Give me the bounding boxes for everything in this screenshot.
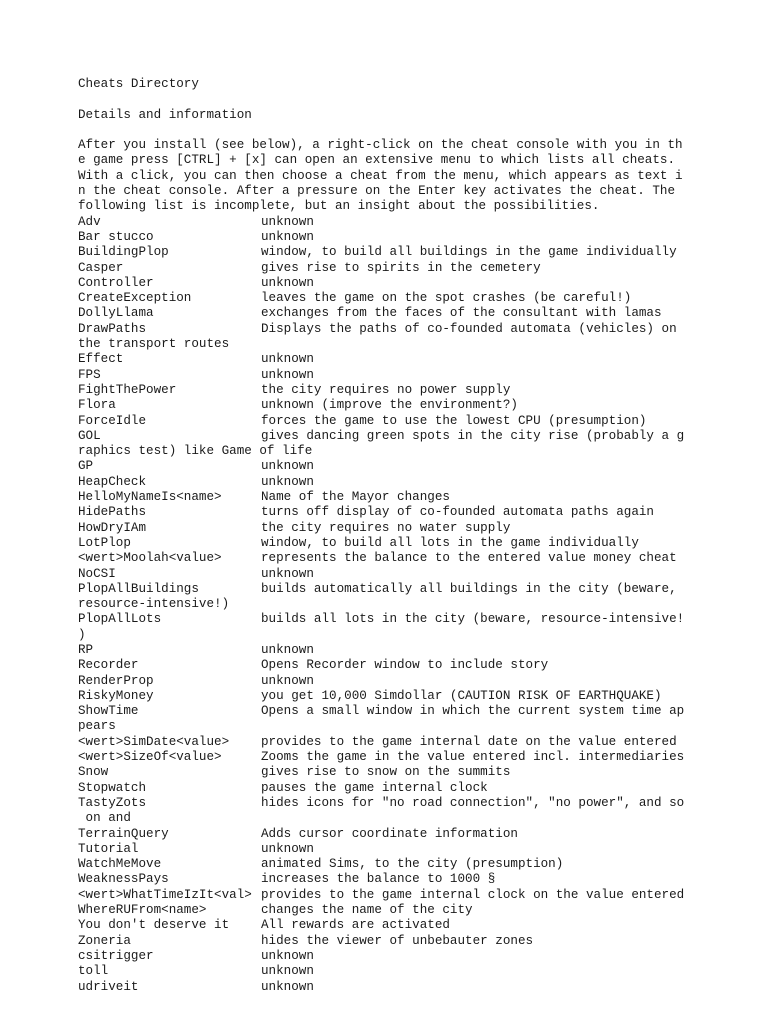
cheat-description: unknown [261,459,314,474]
cheat-description: provides to the game internal clock on the value entered [261,887,685,902]
cheat-row [78,459,698,474]
cheat-description: gives dancing green spots in the city rise (probably a g [261,428,685,443]
cheat-name: <wert>WhatTimeIzIt<val> [78,887,252,902]
cheat-row [78,934,698,949]
cheat-description: unknown [261,979,314,994]
cheat-row [78,521,698,536]
cheat-row [78,567,698,582]
cheat-row [78,291,698,306]
intro-paragraph [78,138,698,214]
cheat-name: FPS [78,367,101,382]
cheat-row [78,827,698,842]
cheat-name: TerrainQuery [78,826,169,841]
cheat-description-continuation: on and [78,811,131,826]
cheat-name: GOL [78,428,101,443]
cheat-description: turns off display of co-founded automata paths again [261,505,654,520]
cheat-description: exchanges from the faces of the consultant with lamas [261,306,662,321]
cheat-row [78,352,698,367]
document-subtitle: Details and information [78,107,252,122]
cheat-description: unknown [261,367,314,382]
cheat-name: <wert>SizeOf<value> [78,750,222,765]
cheat-row [78,918,698,933]
cheat-description: Opens a small window in which the current system time ap [261,704,685,719]
cheat-description: animated Sims, to the city (presumption) [261,857,564,872]
cheat-name: CreateException [78,291,192,306]
cheat-row [78,612,698,627]
cheat-name: Zoneria [78,933,131,948]
cheat-name: Stopwatch [78,780,147,795]
cheat-description: builds automatically all buildings in the city (beware, [261,581,677,596]
cheat-description-continuation: pears [78,719,116,734]
cheat-description-continuation: the transport routes [78,337,230,352]
cheat-name: LotPlop [78,535,131,550]
cheat-name: Casper [78,260,124,275]
cheat-row [78,505,698,520]
cheat-name: udriveit [78,979,139,994]
cheat-row [78,368,698,383]
cheat-row [78,261,698,276]
cheat-description: the city requires no water supply [261,520,511,535]
intro-line: following list is incomplete, but an insight about the possibilities. [78,199,600,214]
cheat-row [78,949,698,964]
cheat-name: RiskyMoney [78,688,154,703]
cheat-name: HidePaths [78,505,147,520]
cheat-description: changes the name of the city [261,903,473,918]
cheat-name: You don't deserve it [78,918,230,933]
cheat-description: unknown [261,566,314,581]
cheat-description: increases the balance to 1000 § [261,872,496,887]
cheat-row [78,322,698,337]
cheat-row [78,735,698,750]
cheat-row [78,781,698,796]
cheat-name: ForceIdle [78,413,147,428]
document-title: Cheats Directory [78,77,199,91]
cheat-row [78,215,698,230]
cheat-row [78,796,698,811]
cheat-name: Flora [78,398,116,413]
cheat-row [78,429,698,444]
cheat-row [78,536,698,551]
cheat-name: BuildingPlop [78,245,169,260]
cheat-row [78,398,698,413]
cheat-description: unknown [261,214,314,229]
intro-line: With a click, you can then choose a cheat from the menu, which appears as text i [78,168,683,183]
cheat-row [78,582,698,597]
cheat-name: WatchMeMove [78,857,162,872]
cheat-description-continuation: raphics test) like Game of life [78,444,313,459]
cheat-description: unknown (improve the environment?) [261,398,518,413]
cheat-name: PlopAllBuildings [78,581,199,596]
cheat-name: WhereRUFrom<name> [78,903,207,918]
cheat-name: RenderProp [78,673,154,688]
cheat-list [78,215,698,995]
cheat-description: Zooms the game in the value entered incl. intermediaries [261,750,685,765]
cheat-description: window, to build all lots in the game individually [261,535,639,550]
blank-line [78,123,698,138]
cheat-row [78,551,698,566]
blank-line [78,92,698,107]
cheat-description: builds all lots in the city (beware, resource-intensive! [261,612,685,627]
cheat-description: unknown [261,352,314,367]
cheat-row [78,658,698,673]
cheat-name: GP [78,459,94,474]
cheat-name: toll [78,964,109,979]
cheat-description-continuation: ) [78,627,86,642]
cheat-name: <wert>Moolah<value> [78,551,222,566]
cheat-row [78,643,698,658]
cheat-row [78,888,698,903]
cheat-description: unknown [261,275,314,290]
cheat-name: <wert>SimDate<value> [78,734,230,749]
cheat-description: All rewards are activated [261,918,450,933]
cheat-row [78,276,698,291]
cheat-description: the city requires no power supply [261,382,511,397]
cheat-name: ShowTime [78,704,139,719]
cheat-row [78,765,698,780]
cheat-name: TastyZots [78,795,147,810]
intro-line: e game press [CTRL] + [x] can open an extensive menu to which lists all cheats. [78,153,676,168]
cheat-description: unknown [261,841,314,856]
cheat-description: unknown [261,642,314,657]
cheat-description-continuation: resource-intensive!) [78,597,230,612]
cheat-name: Controller [78,275,154,290]
cheat-description: Opens Recorder window to include story [261,658,549,673]
cheat-name: RP [78,642,94,657]
cheat-name: WeaknessPays [78,872,169,887]
cheat-row [78,490,698,505]
document-page [78,77,698,995]
cheat-description: pauses the game internal clock [261,780,488,795]
cheat-name: Snow [78,765,109,780]
cheat-description: Adds cursor coordinate information [261,826,518,841]
cheat-row [78,475,698,490]
cheat-description: Name of the Mayor changes [261,490,450,505]
cheat-description: unknown [261,673,314,688]
cheat-name: FightThePower [78,382,177,397]
cheat-row [78,230,698,245]
cheat-row [78,903,698,918]
cheat-description: gives rise to spirits in the cemetery [261,260,541,275]
cheat-name: Adv [78,214,101,229]
cheat-name: Recorder [78,658,139,673]
cheat-description: gives rise to snow on the summits [261,765,511,780]
cheat-name: HowDryIAm [78,520,147,535]
cheat-description: Displays the paths of co-founded automata (vehicles) on [261,321,677,336]
intro-line: n the cheat console. After a pressure on the Enter key activates the cheat. The [78,184,676,199]
cheat-description: forces the game to use the lowest CPU (presumption) [261,413,647,428]
cheat-description: unknown [261,964,314,979]
cheat-name: HelloMyNameIs<name> [78,490,222,505]
cheat-name: Tutorial [78,841,139,856]
cheat-description: you get 10,000 Simdollar (CAUTION RISK OF EARTHQUAKE) [261,688,662,703]
cheat-row [78,414,698,429]
cheat-row [78,980,698,995]
cheat-description: unknown [261,474,314,489]
cheat-name: DrawPaths [78,321,147,336]
cheat-name: NoCSI [78,566,116,581]
cheat-description: unknown [261,948,314,963]
cheat-description: represents the balance to the entered value money cheat [261,551,677,566]
cheat-row [78,674,698,689]
cheat-name: HeapCheck [78,474,147,489]
cheat-name: DollyLlama [78,306,154,321]
cheat-description: window, to build all buildings in the game individually [261,245,677,260]
cheat-row [78,383,698,398]
cheat-name: csitrigger [78,948,154,963]
cheat-name: PlopAllLots [78,612,162,627]
cheat-description: hides icons for "no road connection", "no power", and so [261,795,685,810]
cheat-row [78,704,698,719]
cheat-description: hides the viewer of unbebauter zones [261,933,534,948]
cheat-row [78,750,698,765]
cheat-name: Effect [78,352,124,367]
cheat-row [78,842,698,857]
cheat-row [78,964,698,979]
cheat-description: leaves the game on the spot crashes (be careful!) [261,291,632,306]
cheat-row [78,306,698,321]
cheat-row [78,872,698,887]
cheat-row [78,689,698,704]
intro-line: After you install (see below), a right-click on the cheat console with you in th [78,138,683,153]
cheat-row [78,857,698,872]
cheat-name: Bar stucco [78,229,154,244]
cheat-description: provides to the game internal date on the value entered [261,734,677,749]
cheat-description: unknown [261,229,314,244]
cheat-row [78,245,698,260]
